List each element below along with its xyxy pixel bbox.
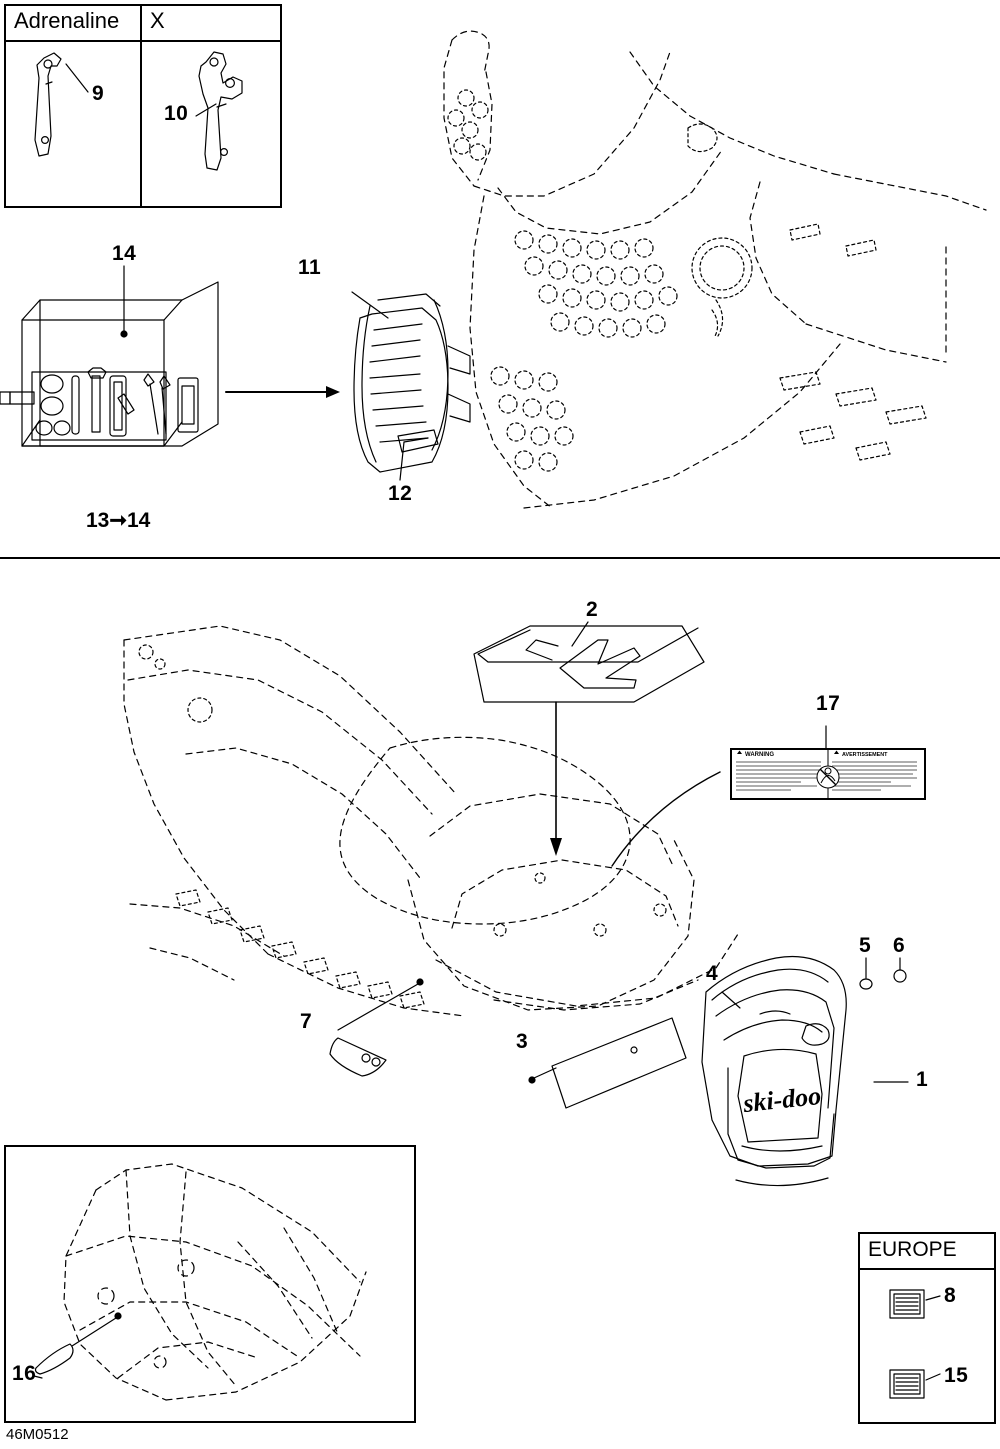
europe-title-label: EUROPE bbox=[868, 1238, 957, 1261]
callout-7: 7 bbox=[300, 1010, 313, 1033]
callout-10: 10 bbox=[164, 102, 189, 125]
callout-6: 6 bbox=[893, 934, 906, 957]
warning-decal bbox=[730, 748, 926, 800]
callout-3: 3 bbox=[516, 1030, 529, 1053]
section-divider bbox=[0, 557, 1000, 559]
warning-decal-art bbox=[731, 749, 925, 799]
adrenaline-x-box-header-rule bbox=[4, 40, 282, 42]
callout-1: 1 bbox=[916, 1068, 929, 1091]
callout-14: 14 bbox=[112, 242, 137, 265]
europe-box-header-rule bbox=[858, 1268, 996, 1270]
adrenaline-header-label: Adrenaline bbox=[14, 8, 120, 33]
part-5-6-fasteners bbox=[860, 970, 906, 989]
adrenaline-x-box-column-divider bbox=[140, 4, 142, 208]
ski-doo-brand-text: ski-doo bbox=[741, 1081, 823, 1119]
callout-11: 11 bbox=[298, 256, 322, 279]
callout-12: 12 bbox=[388, 482, 413, 505]
adrenaline-x-box bbox=[4, 4, 282, 208]
callout-4: 4 bbox=[706, 962, 719, 985]
part-2-floor-panel bbox=[474, 626, 704, 702]
callout-16: 16 bbox=[12, 1362, 37, 1385]
part-14-toolkit bbox=[0, 282, 218, 446]
lower-left-detail-box bbox=[4, 1145, 416, 1423]
callout-2: 2 bbox=[586, 598, 599, 621]
part-1-side-panel bbox=[702, 957, 846, 1186]
part-3-panel bbox=[552, 1018, 686, 1108]
callout-8: 8 bbox=[944, 1284, 957, 1307]
svg-text:WARNING: WARNING bbox=[745, 752, 774, 758]
part-7-bracket bbox=[330, 1038, 386, 1076]
part-11-12-muffler bbox=[354, 294, 470, 472]
svg-text:AVERTISSEMENT: AVERTISSEMENT bbox=[842, 752, 888, 758]
bottom-frame-details bbox=[139, 645, 666, 1008]
callout-17: 17 bbox=[816, 692, 841, 715]
x-header-label: X bbox=[150, 8, 165, 33]
bottom-frame-assembly bbox=[124, 626, 738, 1016]
diagram-part-number: 46M0512 bbox=[6, 1426, 69, 1443]
top-frame-holes bbox=[448, 90, 926, 471]
top-frame-assembly bbox=[444, 31, 986, 508]
toolkit-note-13-to-14: 13➞14 bbox=[86, 509, 151, 532]
callout-5: 5 bbox=[859, 934, 872, 957]
callout-9: 9 bbox=[92, 82, 105, 105]
callout-15: 15 bbox=[944, 1364, 969, 1387]
